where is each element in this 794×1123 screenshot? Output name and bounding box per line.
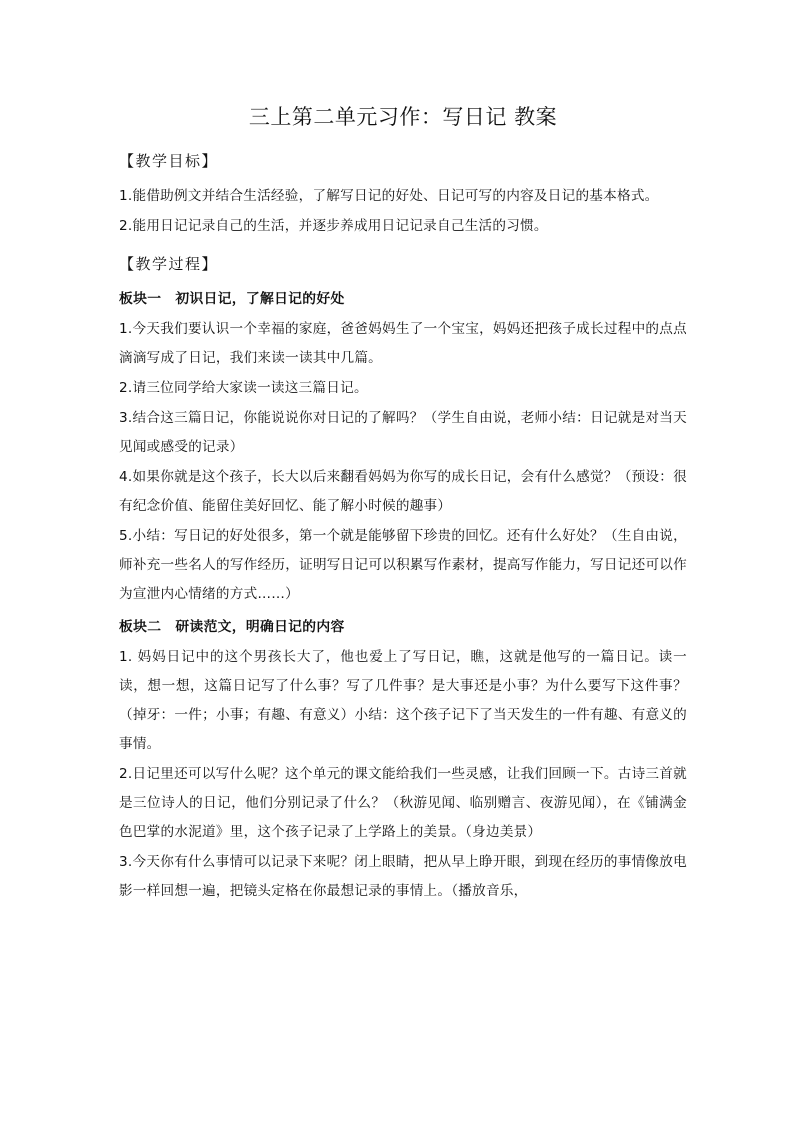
block-1-paragraph-1: 1.今天我们要认识一个幸福的家庭，爸爸妈妈生了一个宝宝，妈妈还把孩子成长过程中的点点滴滴写成了日记，我们来读一读其中几篇。	[119, 321, 687, 366]
block-1-paragraph-3: 3.结合这三篇日记，你能说说你对日记的了解吗？（学生自由说，老师小结：日记就是对当天见闻或感受的记录）	[119, 410, 687, 455]
process-heading: 【教学过程】	[119, 255, 219, 273]
block-2-paragraph-1: 1. 妈妈日记中的这个男孩长大了，他也爱上了写日记，瞧，这就是他写的一篇日记。读一读，想一想，这篇日记写了什么事？写了几件事？是大事还是小事？为什么要写下这件事？（掉牙：一件；小事；有趣、有意义）小结：这个孩子记下了当天发生的一件有趣、有意义的事情。	[119, 649, 687, 752]
block-1-paragraph-4: 4.如果你就是这个孩子，长大以后来翻看妈妈为你写的成长日记，会有什么感觉？（预设：很有纪念价值、能留住美好回忆、能了解小时候的趣事）	[119, 469, 687, 514]
goal-2: 2.能用日记记录自己的生活，并逐步养成用日记记录自己生活的习惯。	[119, 218, 548, 234]
block-1-heading: 板块一 初识日记，了解日记的好处	[119, 291, 345, 307]
block-1-paragraph-2: 2.请三位同学给大家读一读这三篇日记。	[119, 380, 368, 396]
document-body	[119, 100, 687, 907]
block-2-heading: 板块二 研读范文，明确日记的内容	[119, 619, 345, 635]
block-1-paragraph-5: 5.小结：写日记的好处很多，第一个就是能够留下珍贵的回忆。还有什么好处？（生自由说，师补充一些名人的写作经历，证明写日记可以积累写作素材，提高写作能力，写日记还可以作为宣泄内心情绪的方式……）	[119, 528, 687, 602]
goals-heading: 【教学目标】	[119, 152, 219, 170]
goal-1: 1.能借助例文并结合生活经验，了解写日记的好处、日记可写的内容及日记的基本格式。	[119, 188, 659, 204]
block-2-paragraph-3: 3.今天你有什么事情可以记录下来呢？闭上眼睛，把从早上睁开眼，到现在经历的事情像放电影一样回想一遍，把镜头定格在你最想记录的事情上。（播放音乐，	[119, 854, 687, 899]
document-title: 三上第二单元习作：写日记 教案	[248, 105, 558, 129]
block-2-paragraph-2: 2.日记里还可以写什么呢？这个单元的课文能给我们一些灵感，让我们回顾一下。古诗三首就是三位诗人的日记，他们分别记录了什么？（秋游见闻、临别赠言、夜游见闻），在《铺满金色巴掌的水泥道》里，这个孩子记录了上学路上的美景。（身边美景）	[119, 766, 687, 840]
